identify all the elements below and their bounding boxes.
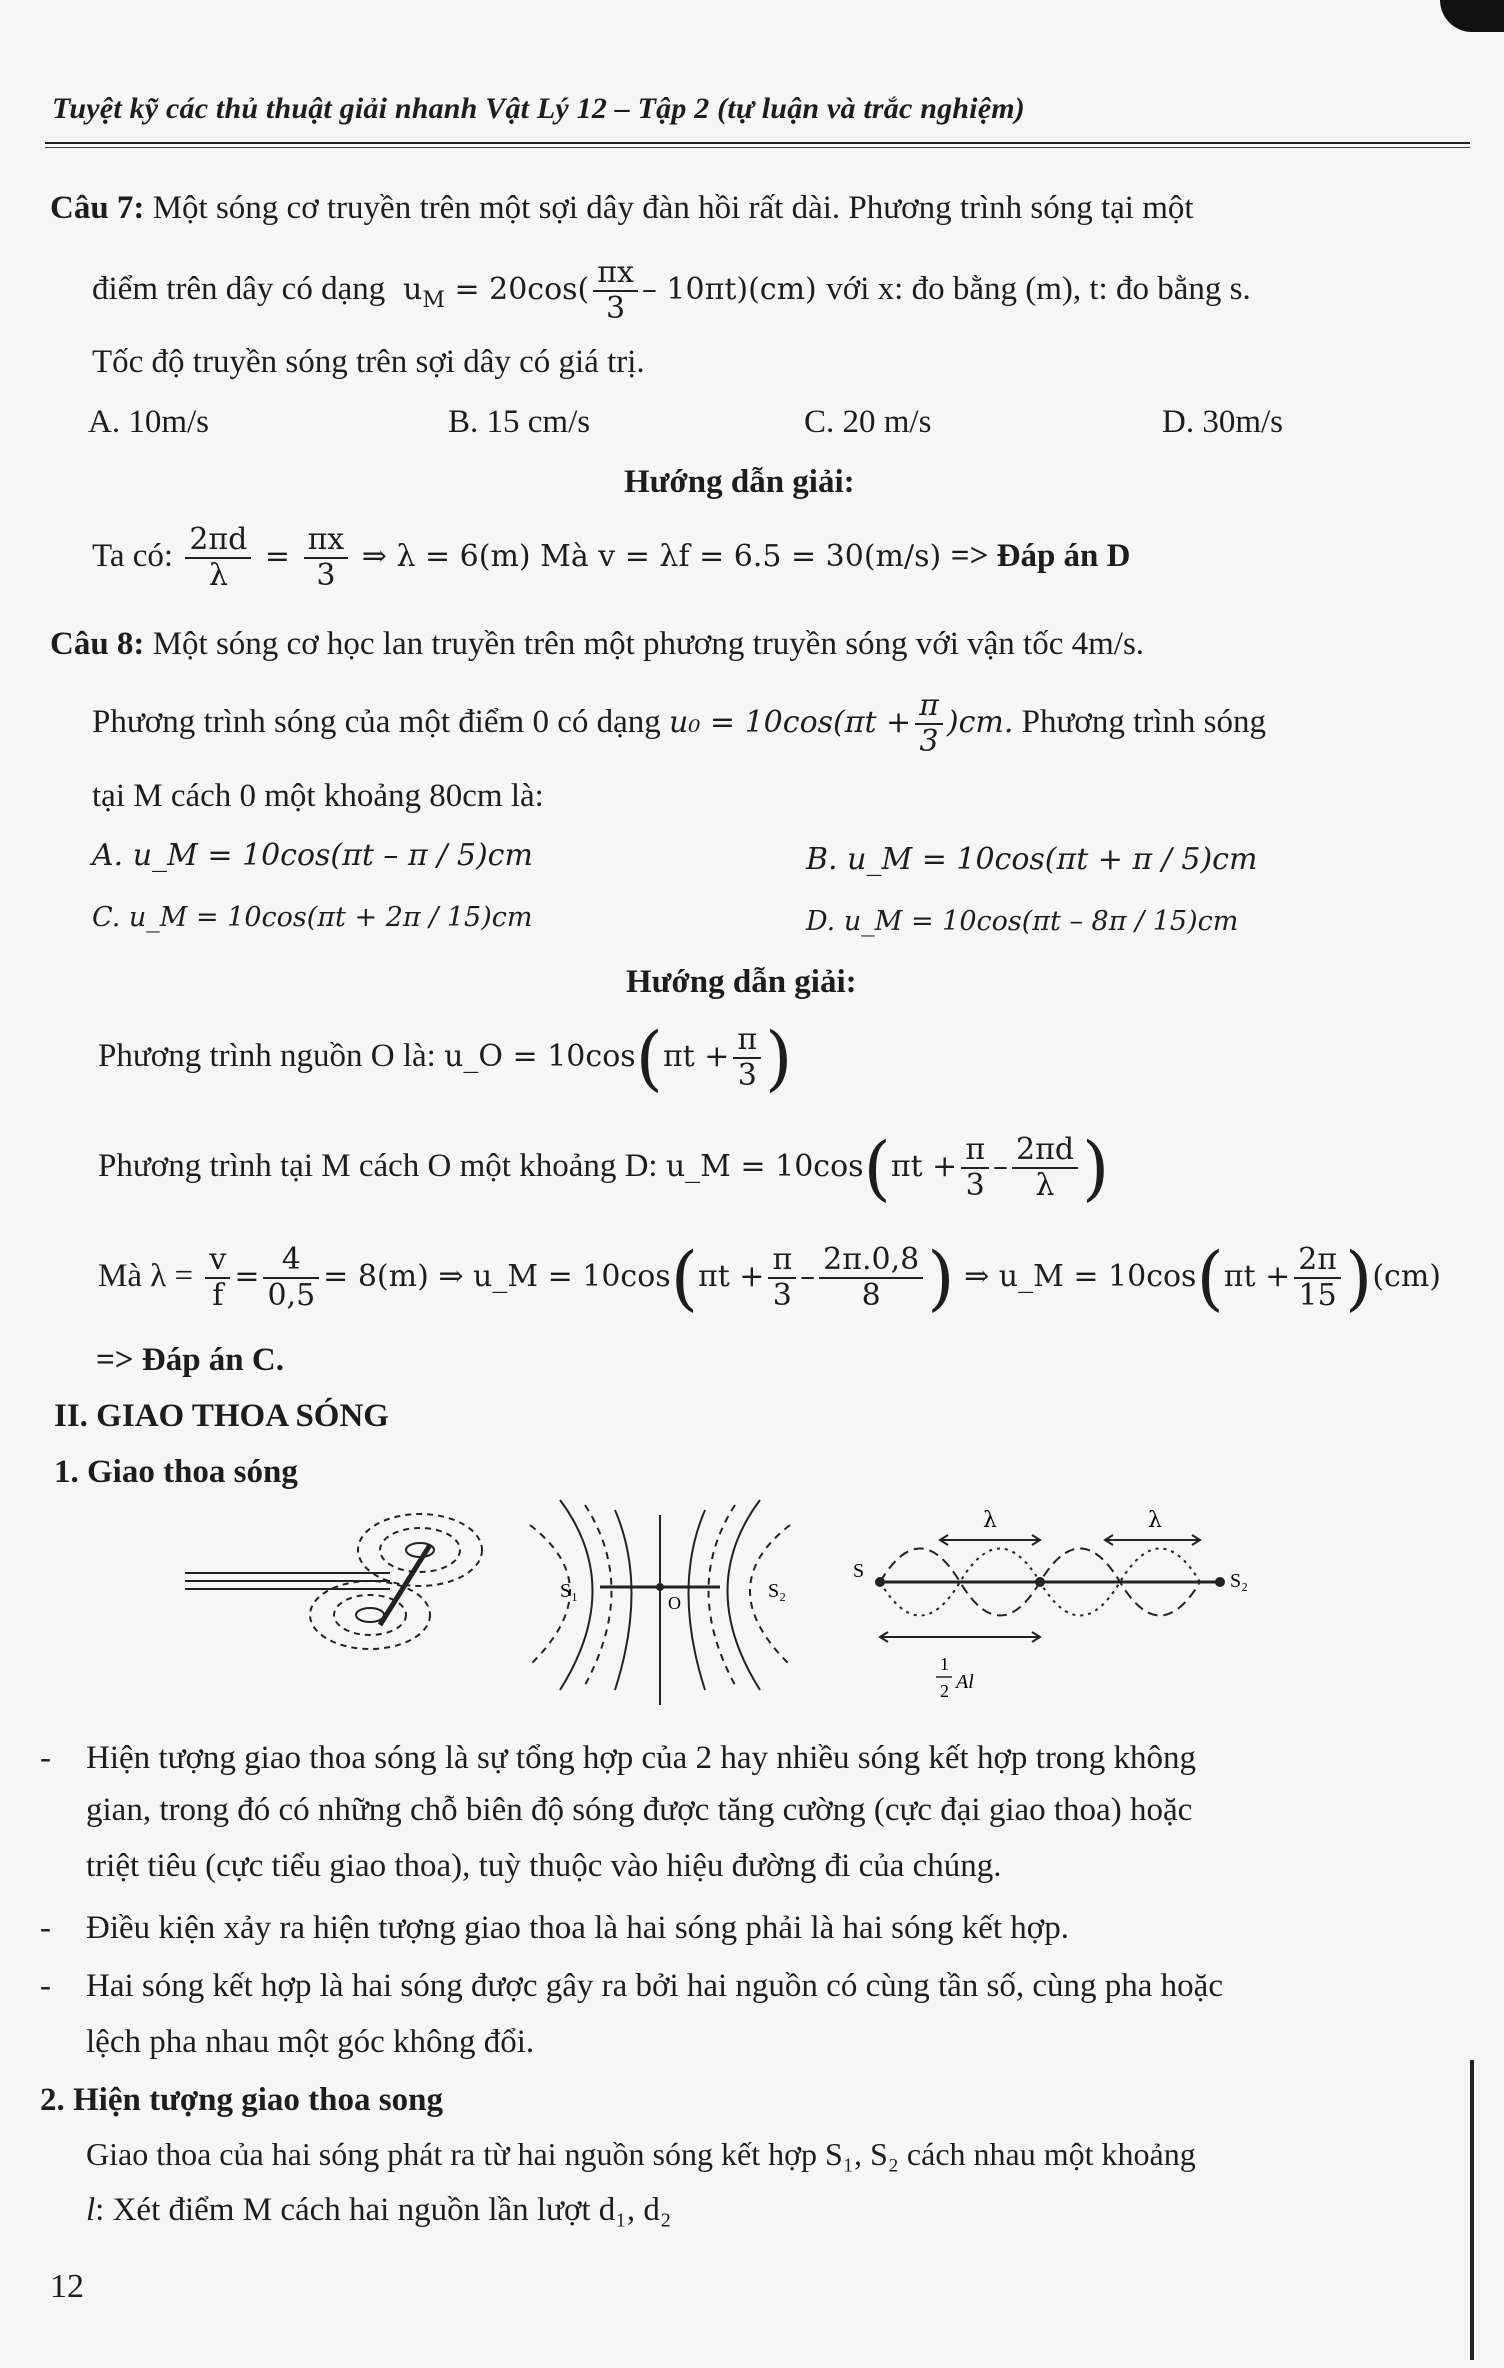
q7-eq-den: 3 [606, 291, 626, 326]
q8-s2-frac1 [961, 1133, 989, 1203]
q8-guide-title: Hướng dẫn giải: [626, 964, 857, 1000]
q8-s2-den2: λ [1035, 1168, 1055, 1203]
q7-sol-mid: ⇒ λ = 6(m) Mà v = λf = 6.5 = 30(m/s) [361, 539, 942, 574]
q8-s3-den1: f [212, 1278, 224, 1313]
q8-line2-post: Phương trình sóng [1021, 704, 1266, 740]
bullet-dash-2: - [40, 1910, 51, 1946]
q8-s2-frac2 [1012, 1133, 1078, 1203]
q8-s2-in: πt + [890, 1149, 958, 1184]
q8-s3-den5: 15 [1298, 1278, 1337, 1313]
label-o: O [668, 1593, 681, 1613]
q8-s1-eq: u_O = 10cos [444, 1039, 636, 1074]
label-s-right: S₂ [1230, 1570, 1249, 1592]
q8-line3: tại M cách 0 một khoảng 80cm là: [92, 778, 544, 814]
label-lambda-1: λ [983, 1508, 997, 1533]
q8-s1-frac [733, 1023, 761, 1093]
q8-s3-den3: 3 [772, 1278, 792, 1313]
q8-s2-den1: 3 [965, 1168, 985, 1203]
q8-s3-in2: πt + [1223, 1259, 1291, 1294]
header-rule-thin [45, 147, 1470, 148]
q8-s2-num1: π [961, 1133, 989, 1169]
q8-s3-frac3 [768, 1243, 796, 1313]
q7-sol-pre: Ta có: [92, 538, 174, 574]
q8-s3-lparen1: ( [670, 1237, 698, 1319]
hyperbola-left-2 [585, 1505, 612, 1685]
q7-option-b: B. 15 cm/s [448, 404, 591, 440]
bullet-3-line-2: lệch pha nhau một góc không đổi. [86, 2024, 535, 2060]
label-half-den: 2 [940, 1681, 949, 1701]
q8-s3-num5: 2π [1294, 1243, 1341, 1279]
q8-s2-num2: 2πd [1012, 1133, 1078, 1169]
q7-option-c: C. 20 m/s [804, 404, 932, 440]
q8-step2 [98, 1126, 1109, 1207]
q7-text1: Một sóng cơ truyền trên một sợi dây đàn hồi rất dài. Phương trình sóng tại một [152, 190, 1194, 226]
q8-option-a: A. u_M = 10cos(πt – π / 5)cm [92, 838, 533, 873]
q7-label: Câu 7: [50, 190, 145, 226]
subsection-1-title: 1. Giao thoa sóng [54, 1454, 298, 1490]
q8-s3-math [201, 1237, 1442, 1319]
q8-s3-res: = 8(m) ⇒ u_M = 10cos [323, 1259, 671, 1294]
page-number: 12 [50, 2268, 84, 2305]
q8-line2-pre: Phương trình sóng của một điểm 0 có dạng [92, 704, 661, 740]
hyperbola-right-3 [689, 1510, 706, 1690]
bullet-dash-3: - [40, 1968, 51, 2004]
source-right-dot [1216, 1578, 1224, 1586]
bullet-3-line-1: Hai sóng kết hợp là hai sóng được gây ra bởi hai nguồn có cùng tần số, cùng pha hoặc [86, 1968, 1223, 2004]
q8-s1-in: πt + [662, 1039, 730, 1074]
q8-s2-rparen: ) [1082, 1127, 1110, 1209]
q8-s3-den4: 8 [861, 1278, 881, 1313]
bullet-1-line-1: Hiện tượng giao thoa sóng là sự tổng hợp của 2 hay nhiều sóng kết hợp trong không [86, 1740, 1197, 1776]
q7-line2 [92, 256, 1251, 326]
q8-line2 [92, 682, 1266, 763]
q8-s2-pre: Phương trình tại M cách O một khoảng D: [98, 1148, 658, 1184]
q7-guide-title: Hướng dẫn giải: [624, 464, 855, 500]
q8-s3-in: πt + [698, 1259, 765, 1294]
bullet-dash-1: - [40, 1740, 51, 1776]
q7-line2-pre: điểm trên dây có dạng [92, 271, 386, 307]
para-2 [86, 2190, 671, 2230]
ripple-bottom-2 [310, 1581, 430, 1649]
bullet-1-line-2: gian, trong đó có những chỗ biên độ sóng được tăng cường (cực đại giao thoa) hoặc [86, 1792, 1193, 1828]
q8-s3-den2: 0,5 [267, 1278, 316, 1313]
q8-s3-rparen2: ) [1345, 1237, 1373, 1319]
label-s-left: S [853, 1560, 865, 1582]
q8-s1-lparen: ( [635, 1017, 663, 1099]
q8-s3-num3: π [768, 1243, 796, 1279]
q8-s3-pre: Mà λ = [98, 1258, 194, 1294]
interference-figure [180, 1485, 1280, 1715]
q8-eq-den: 3 [919, 724, 939, 759]
q7-equation [393, 255, 826, 326]
q7-option-d: D. 30m/s [1162, 404, 1284, 440]
q8-option-d: D. u_M = 10cos(πt – 8π / 15)cm [806, 906, 1239, 937]
q7-eq-frac [593, 256, 638, 326]
q7-sol-eq: = [264, 539, 291, 574]
header-rule [45, 142, 1470, 144]
q7-eq-num: πx [593, 256, 638, 292]
q8-s3-num4: 2π.0,8 [819, 1243, 923, 1279]
q8-label: Câu 8: [50, 626, 145, 662]
q8-s3-eq1: = [234, 1259, 260, 1294]
q8-step3 [98, 1236, 1441, 1317]
hyperbola-right-2 [709, 1505, 736, 1685]
hyperbola-right-1 [728, 1500, 761, 1690]
q8-s1-pre: Phương trình nguồn O là: [98, 1038, 436, 1074]
q8-option-b: B. u_M = 10cos(πt + π / 5)cm [806, 842, 1258, 877]
q8-s3-frac2 [263, 1243, 319, 1313]
q8-answer: => Đáp án C. [96, 1342, 284, 1378]
q8-eq-main: u₀ = 10cos(πt + [669, 705, 912, 740]
q7-answer: => Đáp án D [950, 538, 1131, 574]
q8-s1-rparen: ) [765, 1017, 793, 1099]
q8-s3-frac1 [205, 1243, 230, 1313]
ripple-bottom-center [356, 1608, 384, 1622]
q8-s3-unit: (cm) [1372, 1259, 1442, 1294]
q8-s3-then: ⇒ u_M = 10cos [964, 1259, 1197, 1294]
q8-s1-num: π [733, 1023, 761, 1059]
q7-sol-f2-den: 3 [316, 558, 336, 593]
bullet-1-line-3: triệt tiêu (cực tiểu giao thoa), tuỳ thuộc vào hiệu đường đi của chúng. [86, 1848, 1002, 1884]
q7-sol-f2-num: πx [304, 523, 349, 559]
q8-s1-den: 3 [737, 1058, 757, 1093]
q8-s3-minus: – [800, 1259, 816, 1294]
para-2-l: l [86, 2192, 96, 2228]
q7-sol-math [181, 522, 950, 593]
q7-sol-frac1 [185, 523, 251, 593]
q8-eq-frac [915, 689, 943, 759]
node-dot [1036, 1578, 1044, 1586]
q8-step1 [98, 1016, 792, 1097]
section-title: II. GIAO THOA SÓNG [54, 1398, 389, 1434]
q8-s3-rparen1: ) [927, 1237, 955, 1319]
q8-s2-math [665, 1127, 1110, 1209]
ripple-top-2 [358, 1514, 482, 1586]
standing-wave-sketch [876, 1535, 1224, 1642]
page-binding-edge [1470, 2060, 1474, 2360]
q7-eq-tail: – 10πt)(cm) [641, 272, 817, 307]
label-lambda-2: λ [1148, 1508, 1162, 1533]
q7-option-a: A. 10m/s [88, 404, 210, 440]
q8-eq [669, 688, 1014, 759]
q7-line2-post: với x: đo bằng (m), t: đo bằng s. [826, 271, 1251, 307]
label-s1: S₁ [560, 1580, 579, 1602]
label-s2: S₂ [768, 1580, 787, 1602]
q7-solution [92, 516, 1131, 597]
q7-sol-f1-den: λ [208, 558, 228, 593]
q8-s3-num2: 4 [263, 1243, 319, 1279]
q7-line1 [50, 188, 1194, 228]
q8-eq-tail: )cm. [946, 705, 1014, 740]
running-header: Tuyệt kỹ các thủ thuật giải nhanh Vật Lý 12 – Tập 2 (tự luận và trắc nghiệm) [52, 92, 1025, 125]
q8-s3-frac5 [1294, 1243, 1341, 1313]
hyperbola-sketch [530, 1500, 790, 1705]
page-corner-shadow [1440, 0, 1504, 32]
q8-eq-num: π [915, 689, 943, 725]
q7-eq-mid: = 20cos( [454, 272, 590, 307]
q8-option-c: C. u_M = 10cos(πt + 2π / 15)cm [92, 902, 533, 933]
para-2-text: : Xét điểm M cách hai nguồn lần lượt d₁, d₂ [95, 2192, 672, 2228]
q7-eq-lhs: u [403, 272, 423, 307]
q7-sol-frac2 [304, 523, 349, 593]
q8-line1 [50, 624, 1144, 664]
q7-sol-f1-num: 2πd [185, 523, 251, 559]
subsection-2-title: 2. Hiện tượng giao thoa song [40, 2082, 443, 2118]
q8-s1-math [444, 1017, 793, 1099]
hyperbola-left-3 [615, 1510, 632, 1690]
q8-text1: Một sóng cơ học lan truyền trên một phương truyền sóng với vận tốc 4m/s. [152, 626, 1145, 662]
q8-s2-eq: u_M = 10cos [665, 1149, 864, 1184]
q8-s2-minus: – [993, 1149, 1009, 1184]
para-1: Giao thoa của hai sóng phát ra từ hai nguồn sóng kết hợp S₁, S₂ cách nhau một khoảng [86, 2136, 1196, 2172]
q8-s3-frac4 [819, 1243, 923, 1313]
label-half-num: 1 [940, 1654, 949, 1674]
q7-eq-sub: M [422, 288, 445, 313]
bullet-2: Điều kiện xảy ra hiện tượng giao thoa là hai sóng phải là hai sóng kết hợp. [86, 1910, 1069, 1946]
ripple-tank-sketch [185, 1514, 482, 1649]
center-point [657, 1584, 663, 1590]
q8-s2-lparen: ( [863, 1127, 891, 1209]
q8-s3-lparen2: ( [1196, 1237, 1224, 1319]
source-left-dot [876, 1578, 884, 1586]
label-half-tail: Al [956, 1671, 974, 1693]
q8-s3-num1: v [205, 1243, 230, 1279]
q7-line3: Tốc độ truyền sóng trên sợi dây có giá trị. [92, 344, 645, 380]
